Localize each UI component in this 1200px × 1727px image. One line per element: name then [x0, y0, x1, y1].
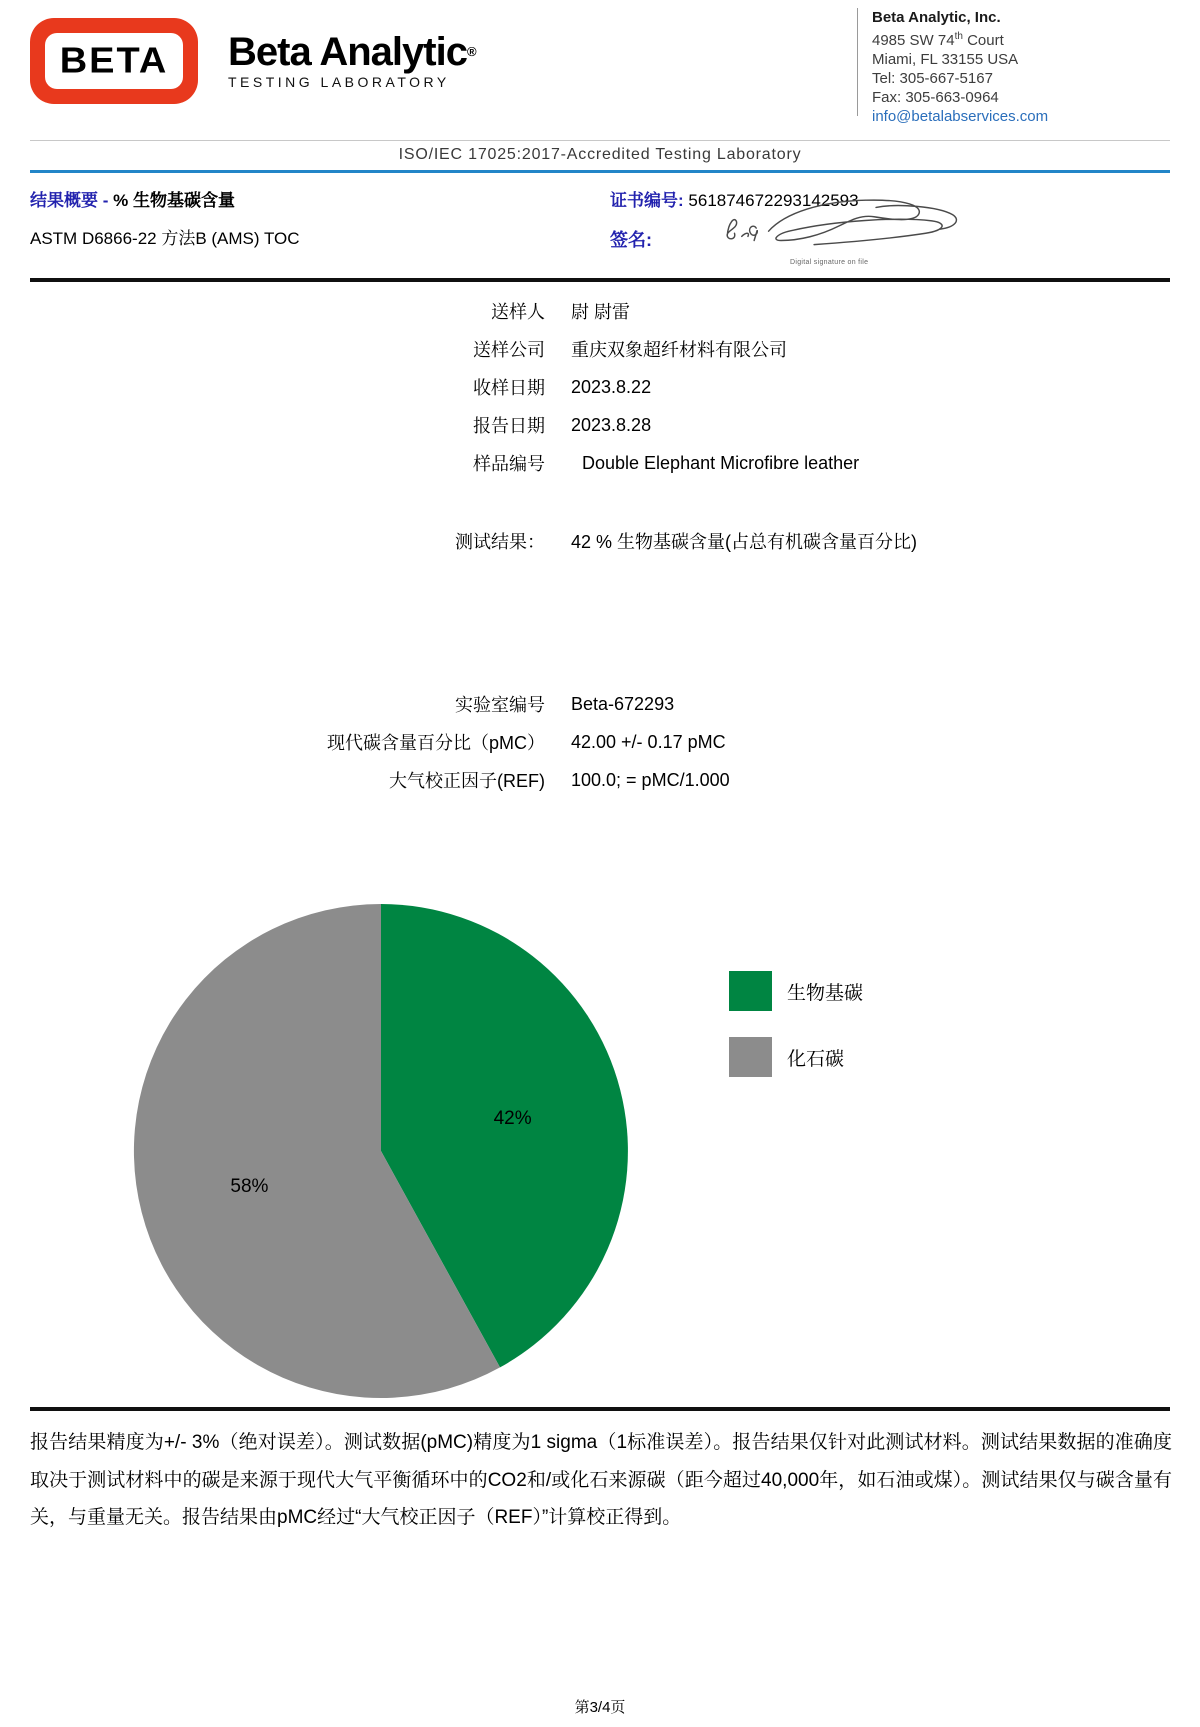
pie-data-label: 42% — [493, 1108, 532, 1130]
section-divider-top — [30, 278, 1170, 282]
header-vertical-rule — [857, 8, 858, 116]
result-summary-title: % 生物基碳含量 — [113, 191, 235, 210]
row-label: 实验室编号 — [455, 695, 545, 715]
lab-results-table — [30, 685, 1170, 799]
legend-label: 生物基碳 — [787, 982, 864, 1004]
signature-label: 签名: — [610, 230, 652, 250]
signature-image — [718, 194, 968, 256]
legend-label: 化石碳 — [787, 1048, 845, 1070]
pie-chart-svg — [131, 900, 631, 1402]
legend-swatch-fossil — [729, 1037, 772, 1077]
legend-item — [729, 1037, 863, 1077]
contact-tel: Tel: 305-667-5167 — [872, 70, 993, 87]
brand-tagline: TESTING LABORATORY — [228, 74, 450, 90]
contact-address-line2: Miami, FL 33155 USA — [872, 51, 1019, 68]
certificate-number: 561874672293142593 — [688, 191, 859, 210]
row-value: 2023.8.28 — [571, 414, 652, 435]
row-label: 报告日期 — [473, 416, 545, 436]
table-row — [30, 685, 1170, 723]
row-value: Double Elephant Microfibre leather — [582, 452, 860, 473]
sample-info-table — [30, 292, 1170, 482]
row-value: 42.00 +/- 0.17 pMC — [571, 731, 726, 752]
row-label: 送样公司 — [473, 340, 545, 360]
beta-logo-text: BETA — [59, 40, 169, 81]
contact-address-line1: 4985 SW 74th Court — [872, 31, 1004, 49]
legend-item — [729, 971, 863, 1011]
result-summary-heading — [30, 186, 235, 211]
disclaimer-text: 报告结果精度为+/- 3%（绝对误差）。测试数据(pMC)精度为1 sigma（1标准误差）。报告结果仅针对此测试材料。测试结果数据的准确度取决于测试材料中的碳是来源于现代大气平衡循环中的CO2和/或化石来源碳（距今超过40,000年，如石油或煤）。测试结果仅与碳含量有关，与重量无关。报告结果由pMC经过“大气校正因子（REF）”计算校正得到。 — [30, 1432, 1172, 1528]
result-summary-label: 结果概要 - — [30, 191, 109, 210]
accreditation-blue-rule — [30, 170, 1170, 173]
row-value: Beta-672293 — [571, 693, 675, 714]
legend-swatch-biobased — [729, 971, 772, 1011]
table-row — [30, 330, 1170, 368]
pie-data-label: 58% — [230, 1175, 269, 1197]
test-result-row — [30, 522, 1170, 560]
table-row — [30, 761, 1170, 799]
row-value: 2023.8.22 — [571, 376, 652, 397]
page-number: 第3/4页 — [574, 1699, 626, 1716]
contact-block — [872, 8, 1048, 126]
table-row — [30, 292, 1170, 330]
brand-block — [228, 32, 476, 90]
chart-legend — [729, 971, 863, 1077]
registered-mark: ® — [466, 44, 476, 59]
row-label: 大气校正因子(REF) — [389, 771, 545, 791]
beta-logo-inner — [45, 33, 183, 89]
accreditation-top-rule — [30, 140, 1170, 141]
test-method: ASTM D6866-22 方法B (AMS) TOC — [30, 229, 300, 248]
table-row — [30, 522, 1170, 560]
brand-name: Beta Analytic® — [228, 30, 476, 74]
row-label: 现代碳含量百分比（pMC） — [326, 733, 545, 753]
table-row — [30, 444, 1170, 482]
row-value: 100.0; = pMC/1.000 — [571, 769, 730, 790]
pie-chart — [131, 900, 631, 1402]
beta-logo — [30, 18, 198, 104]
accreditation-text: ISO/IEC 17025:2017-Accredited Testing Laboratory — [398, 146, 802, 163]
row-label: 送样人 — [491, 302, 545, 322]
section-divider-bottom — [30, 1407, 1170, 1411]
row-value: 重庆双象超纤材料有限公司 — [571, 340, 787, 360]
certificate-label: 证书编号: — [610, 191, 684, 210]
signature-caption: Digital signature on file — [790, 259, 869, 266]
table-row — [30, 406, 1170, 444]
row-label: 样品编号 — [473, 454, 545, 474]
row-value: 42 % 生物基碳含量(占总有机碳含量百分比) — [571, 532, 918, 552]
table-row — [30, 368, 1170, 406]
row-value: 尉 尉雷 — [571, 302, 631, 322]
contact-fax: Fax: 305-663-0964 — [872, 89, 999, 106]
row-label: 测试结果： — [455, 532, 545, 552]
contact-company: Beta Analytic, Inc. — [872, 9, 1001, 26]
table-row — [30, 723, 1170, 761]
row-label: 收样日期 — [473, 378, 545, 398]
contact-email-link[interactable]: info@betalabservices.com — [872, 108, 1049, 125]
